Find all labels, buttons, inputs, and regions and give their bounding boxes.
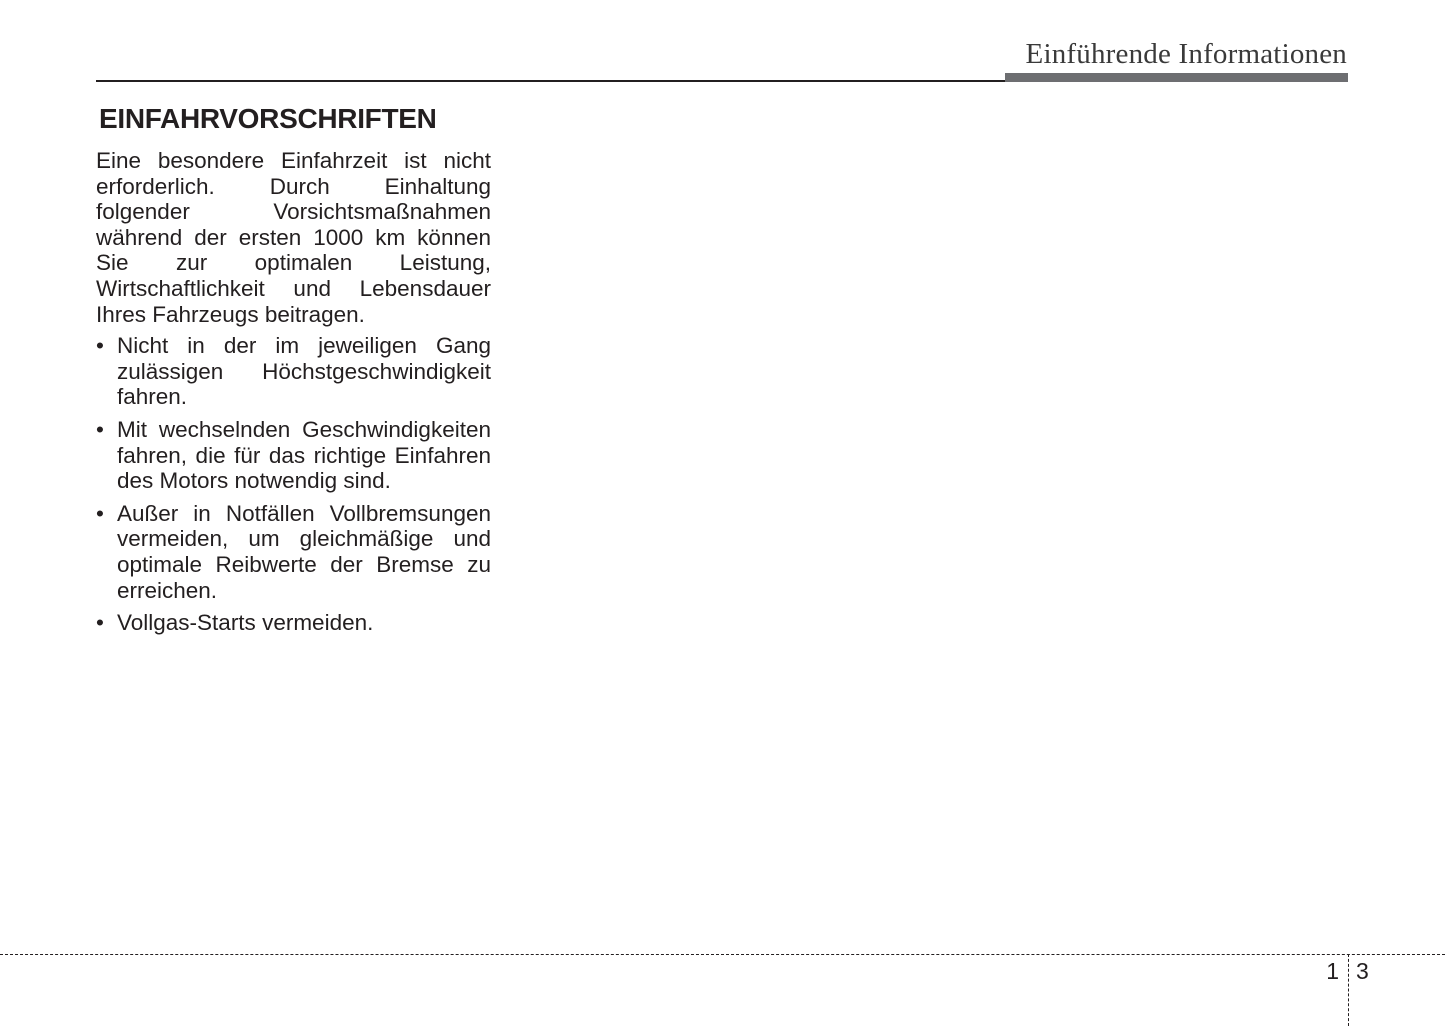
- list-item: [96, 333, 491, 410]
- list-item-text: Mit wechselnden Geschwindigkeiten fahren, die für das richtige Einfahren des Motors notwendig sind.: [117, 416, 491, 494]
- page-number-divider: [1348, 954, 1349, 1026]
- list-item-text: Außer in Notfällen Vollbremsungen vermeiden, um gleichmäßige und optimale Reibwerte der Bremse zu erreichen.: [117, 500, 491, 603]
- header-accent-bar: [1005, 73, 1348, 82]
- page-number: 3: [1356, 958, 1369, 984]
- list-item: [96, 501, 491, 603]
- bullet-icon: •: [96, 610, 104, 636]
- list-item-text: Vollgas-Starts vermeiden.: [117, 610, 374, 636]
- footer-dashed-rule: [0, 954, 1445, 955]
- chapter-title: Einführende Informationen: [1025, 38, 1347, 70]
- bullet-icon: •: [96, 416, 104, 442]
- header-rule: [96, 80, 1005, 82]
- section-heading: EINFAHRVORSCHRIFTEN: [99, 103, 437, 134]
- list-item-text: Nicht in der im jeweiligen Gang zulässigen Höchstgeschwindigkeit fahren.: [117, 333, 491, 410]
- content-column: [96, 100, 491, 643]
- bullet-icon: •: [96, 333, 104, 359]
- chapter-number: 1: [1326, 958, 1339, 984]
- bullet-icon: •: [96, 500, 104, 526]
- intro-paragraph: Eine besondere Einfahrzeit ist nicht erforderlich. Durch Einhaltung folgender Vorsichtsmaßnahmen während der ersten 1000 km können Sie zur optimalen Leistung, Wirtschaftlichkeit und Lebensdauer Ihres Fahrzeugs beitragen.: [96, 148, 491, 327]
- list-item: [96, 417, 491, 494]
- list-item: [96, 610, 491, 636]
- bullet-list: [96, 333, 491, 636]
